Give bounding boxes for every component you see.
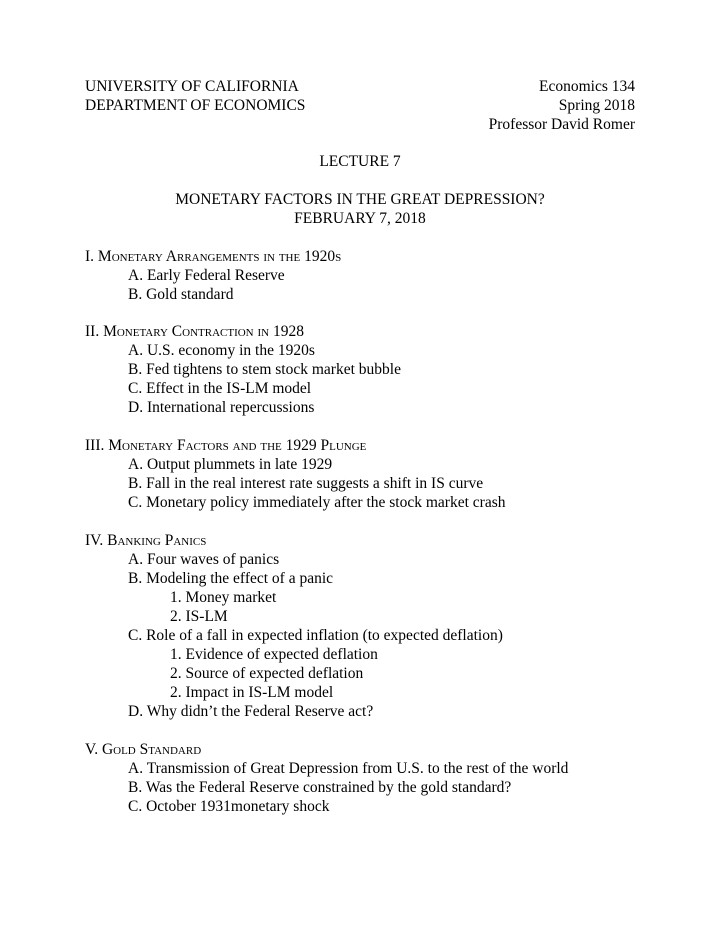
outline-subitem (170, 664, 363, 683)
item-label: D. (128, 399, 144, 416)
item-text: International repercussions (146, 399, 315, 416)
item-text: IS-LM (185, 608, 228, 625)
outline-item (128, 702, 373, 721)
section-numeral: V. (85, 741, 99, 758)
item-text: Monetary policy immediately after the stock market crash (146, 494, 506, 511)
item-label: 2. (170, 684, 182, 701)
professor-name: Professor David Romer (488, 116, 635, 133)
item-label: B. (128, 779, 143, 796)
item-text: Gold standard (146, 286, 234, 303)
item-label: B. (128, 475, 143, 492)
item-text: Output plummets in late 1929 (146, 456, 333, 473)
item-text: Was the Federal Reserve constrained by the gold standard? (145, 779, 512, 796)
item-text: U.S. economy in the 1920s (146, 342, 315, 359)
outline-item (128, 266, 285, 285)
university-name: UNIVERSITY OF CALIFORNIA (85, 78, 299, 95)
outline-item (128, 360, 401, 379)
outline-item (128, 398, 314, 417)
item-text: Role of a fall in expected inflation (to expected deflation) (146, 627, 503, 644)
outline-subitem (170, 607, 228, 626)
outline-item (128, 626, 503, 645)
item-text: Modeling the effect of a panic (146, 570, 334, 587)
item-label: A. (128, 342, 144, 359)
section-heading (85, 247, 341, 266)
section-title: Monetary Arrangements in the 1920s (97, 248, 342, 265)
item-label: C. (128, 627, 143, 644)
item-label: A. (128, 456, 144, 473)
item-label: 2. (170, 665, 182, 682)
section-title: Banking Panics (107, 532, 207, 549)
item-text: Evidence of expected deflation (185, 646, 378, 663)
item-label: 2. (170, 608, 182, 625)
item-label: C. (128, 380, 143, 397)
item-label: C. (128, 798, 143, 815)
section-heading (85, 740, 201, 759)
item-label: 1. (170, 589, 182, 606)
outline-item (128, 797, 329, 816)
item-text: Transmission of Great Depression from U.S. to the rest of the world (146, 760, 569, 777)
outline-item (128, 550, 279, 569)
section-numeral: I. (85, 248, 95, 265)
section-title: Monetary Contraction in 1928 (103, 323, 304, 340)
section-numeral: II. (85, 323, 100, 340)
course-name: Economics 134 (539, 78, 635, 95)
outline-item (128, 379, 311, 398)
item-text: Money market (185, 589, 277, 606)
item-label: C. (128, 494, 143, 511)
item-text: Source of expected deflation (185, 665, 364, 682)
lecture-date: FEBRUARY 7, 2018 (294, 210, 426, 227)
outline-subitem (170, 683, 333, 702)
section-numeral: III. (85, 437, 105, 454)
outline-item (128, 569, 333, 588)
item-text: Early Federal Reserve (146, 267, 285, 284)
item-text: Fed tightens to stem stock market bubble (146, 361, 401, 378)
section-heading (85, 322, 304, 341)
section-numeral: IV. (85, 532, 104, 549)
lecture-number: LECTURE 7 (319, 153, 401, 170)
item-label: D. (128, 703, 144, 720)
term: Spring 2018 (558, 97, 635, 114)
item-label: 1. (170, 646, 182, 663)
section-title: Monetary Factors and the 1929 Plunge (108, 437, 367, 454)
outline-item (128, 285, 233, 304)
item-text: October 1931monetary shock (146, 798, 330, 815)
item-text: Effect in the IS-LM model (146, 380, 312, 397)
outline-item (128, 474, 483, 493)
section-title: Gold Standard (101, 741, 202, 758)
item-text: Why didn’t the Federal Reserve act? (146, 703, 374, 720)
item-text: Four waves of panics (146, 551, 280, 568)
item-label: A. (128, 551, 144, 568)
outline-item (128, 493, 505, 512)
item-label: B. (128, 286, 143, 303)
department-name: DEPARTMENT OF ECONOMICS (85, 97, 306, 114)
item-text: Impact in IS-LM model (185, 684, 334, 701)
outline-item (128, 759, 568, 778)
item-label: B. (128, 570, 143, 587)
lecture-title: MONETARY FACTORS IN THE GREAT DEPRESSION? (175, 191, 545, 208)
outline-subitem (170, 645, 378, 664)
outline-item (128, 455, 332, 474)
outline-subitem (170, 588, 276, 607)
section-heading (85, 531, 206, 550)
outline-item (128, 341, 315, 360)
item-text: Fall in the real interest rate suggests a shift in IS curve (146, 475, 484, 492)
section-heading (85, 436, 366, 455)
item-label: A. (128, 760, 144, 777)
outline-item (128, 778, 511, 797)
item-label: B. (128, 361, 143, 378)
item-label: A. (128, 267, 144, 284)
